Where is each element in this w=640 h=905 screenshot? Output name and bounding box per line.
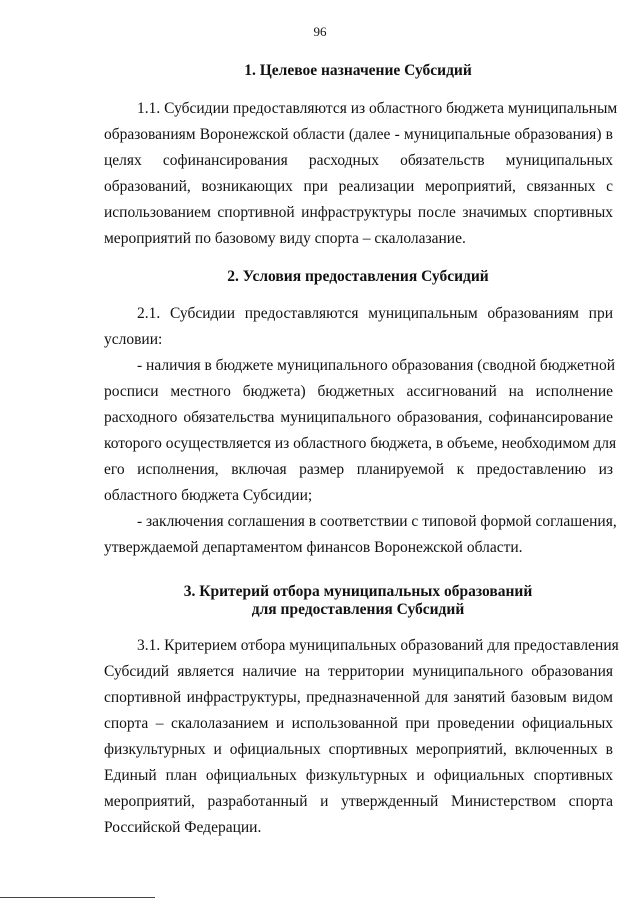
- text-line: мероприятий, разработанный и утвержденный Министерством спорта: [104, 793, 613, 810]
- section-3-heading-line: 3. Критерий отбора муниципальных образований: [183, 583, 533, 600]
- footnote-divider: [0, 897, 155, 898]
- text-line: Российской Федерации.: [104, 819, 262, 836]
- text-line: целях софинансирования расходных обязательств муниципальных: [104, 152, 613, 169]
- text-line: росписи местного бюджета) бюджетных ассигнований на исполнение: [104, 383, 613, 400]
- text-line: утверждаемой департаментом финансов Воронежской области.: [104, 539, 523, 556]
- section-3-heading: [104, 583, 612, 619]
- text-line: Субсидий является наличие на территории муниципального образования: [104, 663, 613, 680]
- text-line: его исполнения, включая размер планируемой к предоставлению из: [104, 461, 613, 478]
- text-line: спортивной инфраструктуры, предназначенной для занятий базовым видом: [104, 689, 613, 706]
- text-line: 2.1. Субсидии предоставляются муниципальным образованиям при: [137, 305, 613, 322]
- section-2-heading-line: 2. Условия предоставления Субсидий: [227, 268, 489, 285]
- text-line: областного бюджета Субсидии;: [104, 487, 313, 504]
- text-line: - заключения соглашения в соответствии с типовой формой соглашения,: [137, 513, 617, 530]
- section-3-heading-line: для предоставления Субсидий: [251, 601, 465, 618]
- text-line: спорта – скалолазанием и использованной при проведении официальных: [104, 715, 613, 732]
- text-line: использованием спортивной инфраструктуры после значимых спортивных: [104, 204, 613, 221]
- paragraph-2-1: [104, 301, 613, 353]
- paragraph-2-1-condition-b: [104, 509, 617, 561]
- page-number: 96: [313, 24, 327, 39]
- paragraph-1-1: [104, 96, 618, 252]
- text-line: 3.1. Критерием отбора муниципальных образований для предоставления: [137, 637, 619, 654]
- text-line: физкультурных и официальных спортивных мероприятий, включенных в: [104, 741, 613, 758]
- text-line: - наличия в бюджете муниципального образования (сводной бюджетной: [137, 357, 615, 374]
- paragraph-2-1-condition-a: [104, 353, 617, 509]
- section-1-heading: [104, 62, 612, 80]
- text-line: условии:: [104, 331, 163, 348]
- text-line: которого осуществляется из областного бюджета, в объеме, необходимом для: [104, 435, 617, 452]
- text-line: мероприятий по базовому виду спорта – скалолазание.: [104, 230, 466, 247]
- text-line: Единый план официальных физкультурных и официальных спортивных: [104, 767, 613, 784]
- section-2-heading: [104, 268, 612, 286]
- paragraph-3-1: [104, 633, 619, 841]
- text-line: расходного обязательства муниципального образования, софинансирование: [104, 409, 613, 426]
- text-line: 1.1. Субсидии предоставляются из областного бюджета муниципальным: [137, 100, 618, 117]
- section-1-heading-line: 1. Целевое назначение Субсидий: [244, 62, 472, 79]
- text-line: образованиям Воронежской области (далее - муниципальные образования) в: [104, 126, 613, 143]
- text-line: образований, возникающих при реализации мероприятий, связанных с: [104, 178, 613, 195]
